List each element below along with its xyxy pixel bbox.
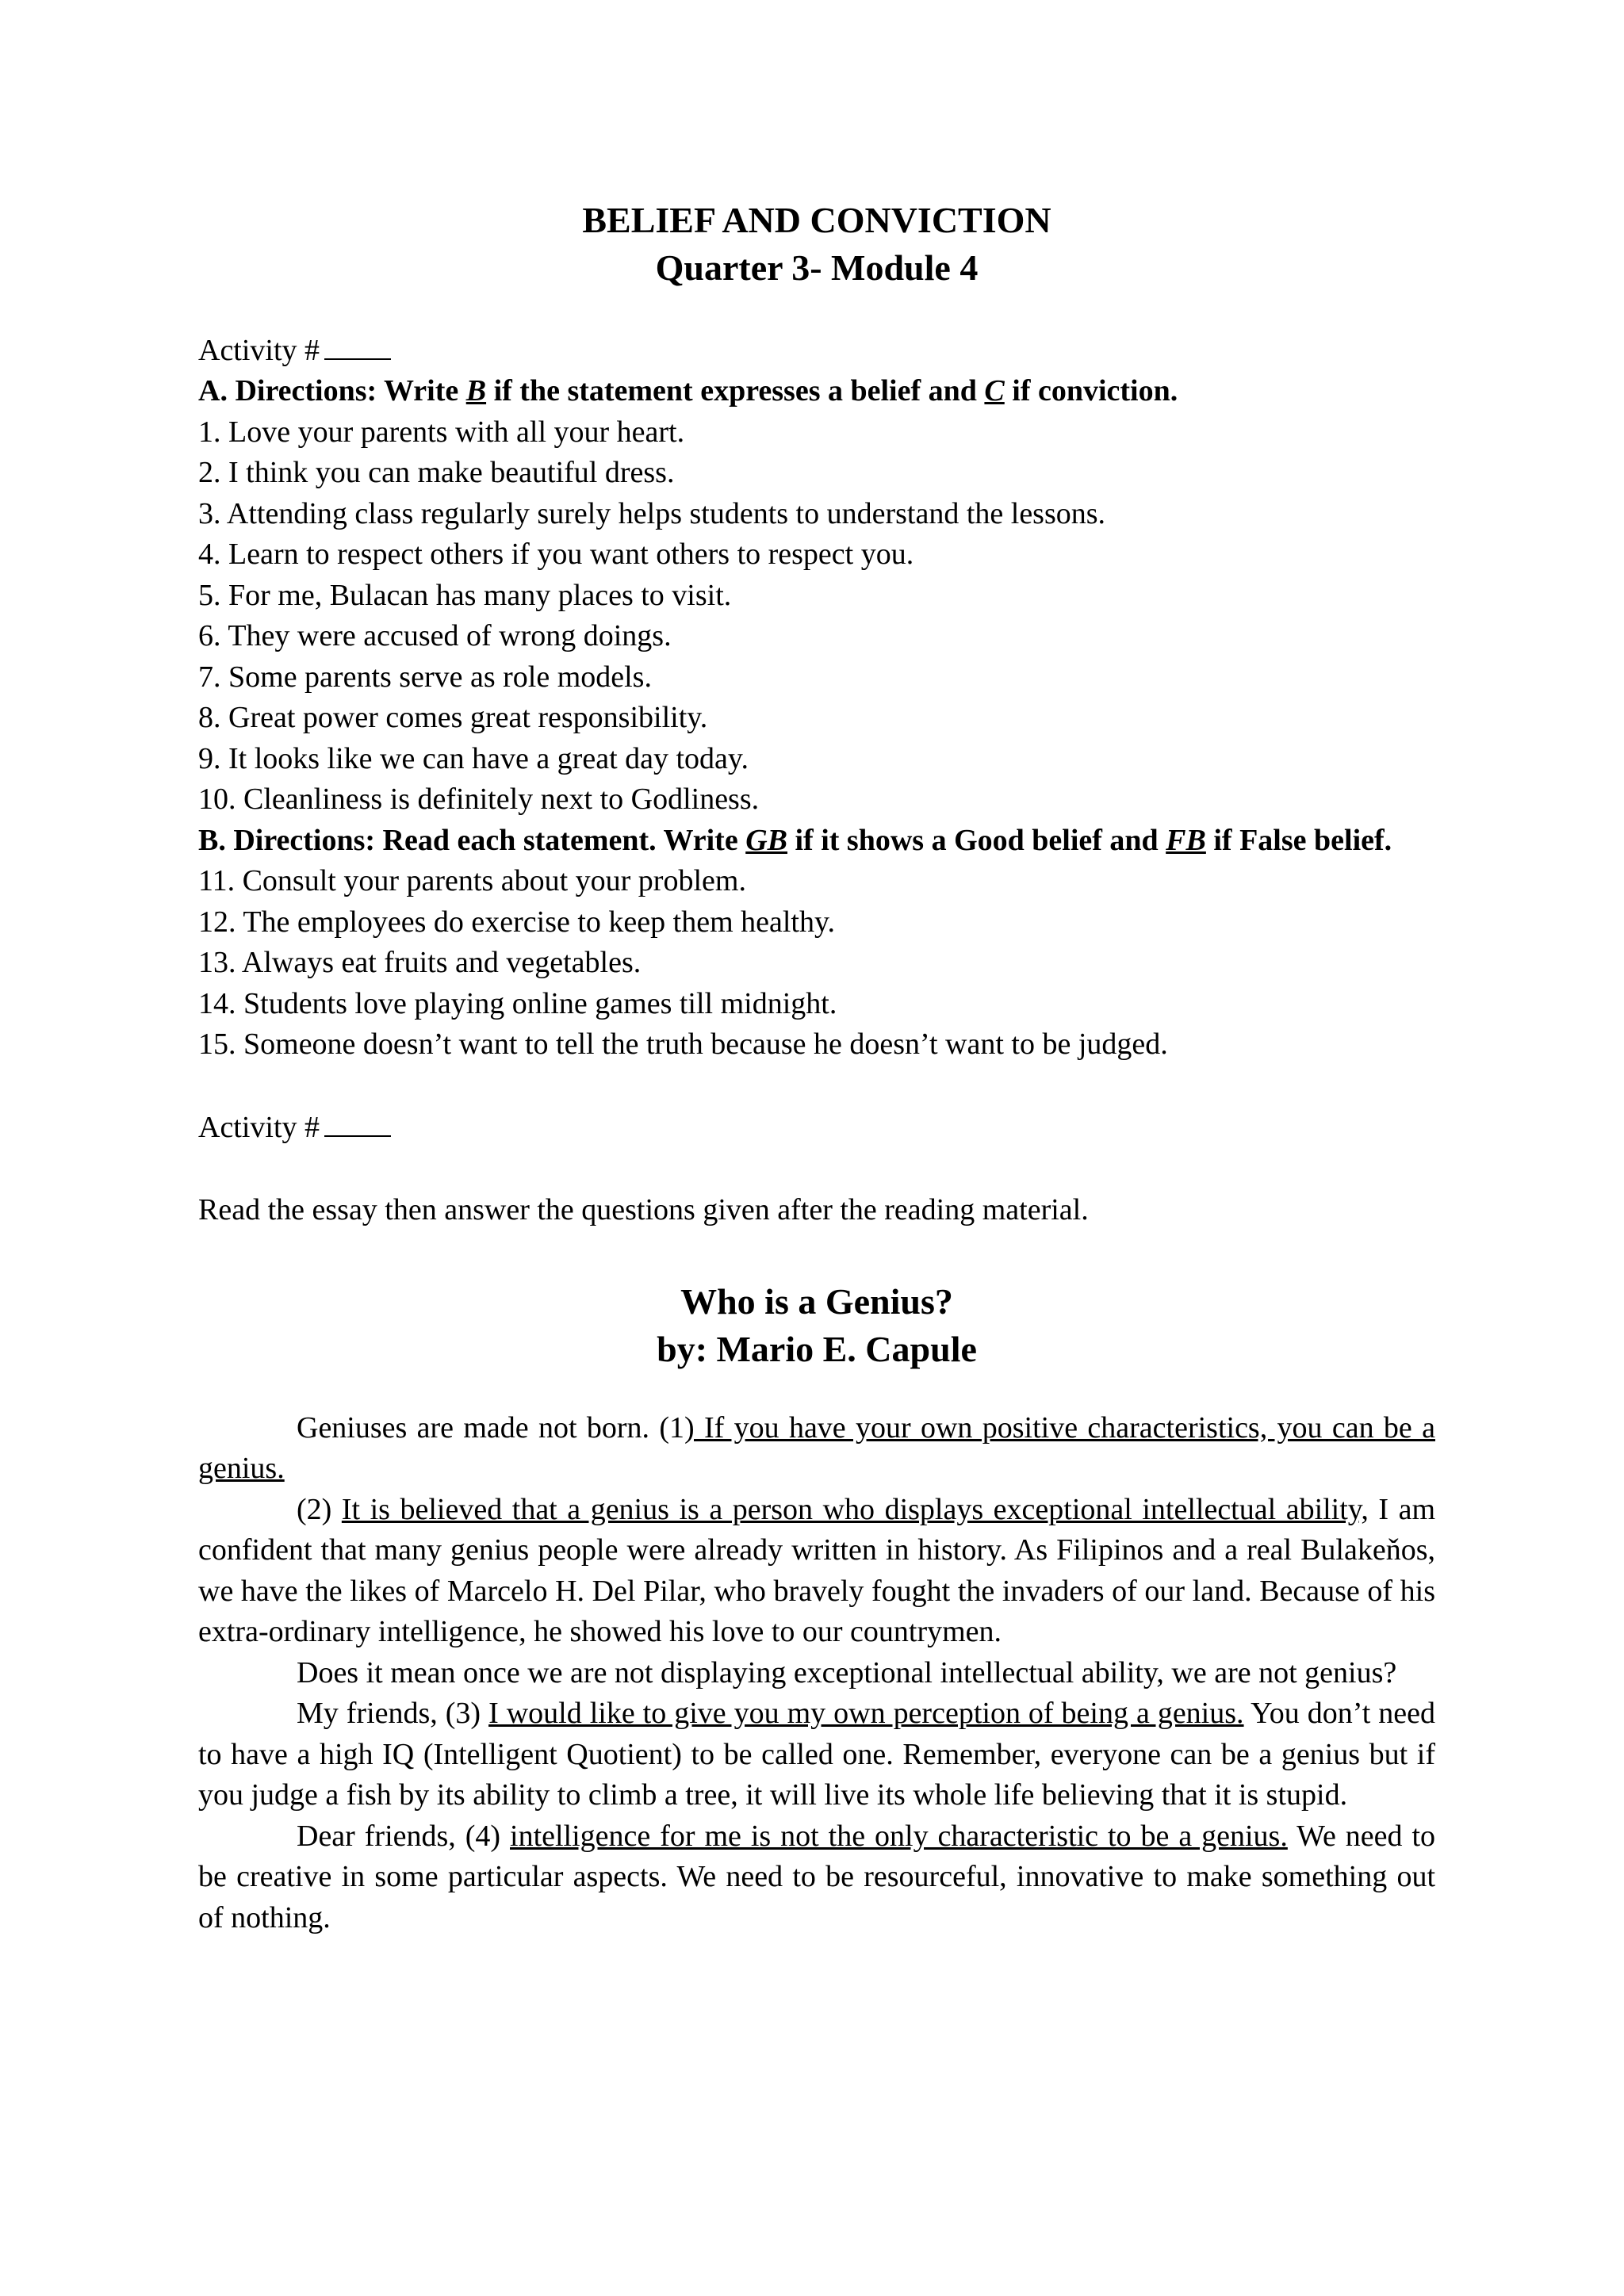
activity-label-text: Activity #: [198, 334, 320, 367]
essay-paragraph: [198, 1816, 1435, 1939]
essay-byline: by: Mario E. Capule: [657, 1328, 977, 1369]
directions-text: B. Directions: Read each statement. Write: [198, 823, 746, 857]
answer-code-fb: FB: [1166, 823, 1206, 857]
list-item: 13. Always eat fruits and vegetables.: [198, 946, 642, 979]
paragraph-text: I am confident that many genius people were already written in history. As Filipinos and a real Bulakeňos, we have the likes of Marcelo H. Del Pilar, who bravely fought the invaders of our land. Because of his extra-ordinary intelligence, he showed his love to our countrymen.: [198, 1492, 1436, 1648]
essay-title: Who is a Genius?: [680, 1280, 953, 1322]
list-item: 9. It looks like we can have a great day today.: [198, 741, 749, 775]
answer-code-c: C: [984, 374, 1005, 408]
paragraph-text: You don’t need to have a high IQ (Intelligent Quotient) to be called one. Remember, everyone can be a genius but if you judge a fish by its ability to climb a tree, it will live its whole life believing that it is stupid.: [198, 1697, 1435, 1812]
directions-text: if it shows a Good belief and: [787, 823, 1166, 857]
list-item: 12. The employees do exercise to keep them healthy.: [198, 905, 836, 939]
page-subtitle: Quarter 3- Module 4: [655, 247, 979, 288]
activity-label-text: Activity #: [198, 1110, 320, 1144]
part-a-items: [198, 412, 1435, 821]
part-b-items: [198, 861, 1435, 1066]
directions-text: if False belief.: [1205, 823, 1392, 857]
paragraph-text: Geniuses are made not born. (1: [297, 1410, 684, 1445]
list-item: 1. Love your parents with all your heart.: [198, 415, 685, 449]
directions-text: if conviction.: [1004, 374, 1178, 408]
list-item: 7. Some parents serve as role models.: [198, 660, 652, 694]
list-item: 15. Someone doesn’t want to tell the truth because he doesn’t want to be judged.: [198, 1027, 1168, 1061]
list-item: 4. Learn to respect others if you want others to respect you.: [198, 538, 914, 571]
list-item: 3. Attending class regularly surely helps students to understand the lessons.: [198, 496, 1106, 530]
directions-text: A. Directions: Write: [198, 374, 466, 408]
essay-body: [198, 1408, 1435, 1939]
underlined-statement: ) If you have your own positive characteristics, you can be a genius.: [198, 1410, 1435, 1485]
directions-text: if the statement expresses a belief and: [486, 374, 985, 408]
paragraph-text: Dear friends, (4): [297, 1819, 511, 1853]
essay-paragraph: [198, 1490, 1435, 1653]
underlined-statement: I would like to give you my own perception of being a genius.: [488, 1697, 1244, 1730]
underlined-statement: It is believed that a genius is a person who displays exceptional intellectual ability,: [341, 1492, 1369, 1526]
list-item: 8. Great power comes great responsibility.: [198, 701, 708, 734]
activity-label-1: [198, 330, 1435, 371]
answer-code-b: B: [465, 374, 487, 408]
directions-part-a: [198, 371, 1435, 412]
list-item: 14. Students love playing online games till midnight.: [198, 986, 837, 1020]
list-item: 11. Consult your parents about your problem.: [198, 864, 746, 897]
paragraph-text: My friends, (3): [297, 1697, 489, 1730]
paragraph-text: (2): [297, 1492, 342, 1526]
answer-code-gb: GB: [745, 823, 787, 857]
list-item: 10. Cleanliness is definitely next to Godliness.: [198, 783, 760, 816]
reading-instruction: Read the essay then answer the questions given after the reading material.: [198, 1192, 1089, 1226]
list-item: 2. I think you can make beautiful dress.: [198, 456, 675, 489]
underlined-statement: intelligence for me is not the only characteristic to be a genius.: [510, 1819, 1288, 1853]
essay-paragraph: [198, 1693, 1435, 1816]
worksheet-page: [198, 197, 1435, 1938]
activity-label-2: [198, 1107, 1435, 1148]
essay-paragraph: [198, 1408, 1435, 1490]
page-title: BELIEF AND CONVICTION: [582, 200, 1051, 240]
paragraph-text: We need to be creative in some particular aspects. We need to be resourceful, innovative to make something out of nothing.: [198, 1819, 1435, 1934]
directions-part-b: [198, 821, 1435, 862]
activity-number-blank[interactable]: [324, 335, 391, 360]
essay-paragraph: Does it mean once we are not displaying exceptional intellectual ability, we are not genius?: [297, 1655, 1397, 1689]
list-item: 5. For me, Bulacan has many places to visit.: [198, 578, 732, 612]
activity-number-blank[interactable]: [324, 1112, 391, 1137]
list-item: 6. They were accused of wrong doings.: [198, 619, 672, 652]
